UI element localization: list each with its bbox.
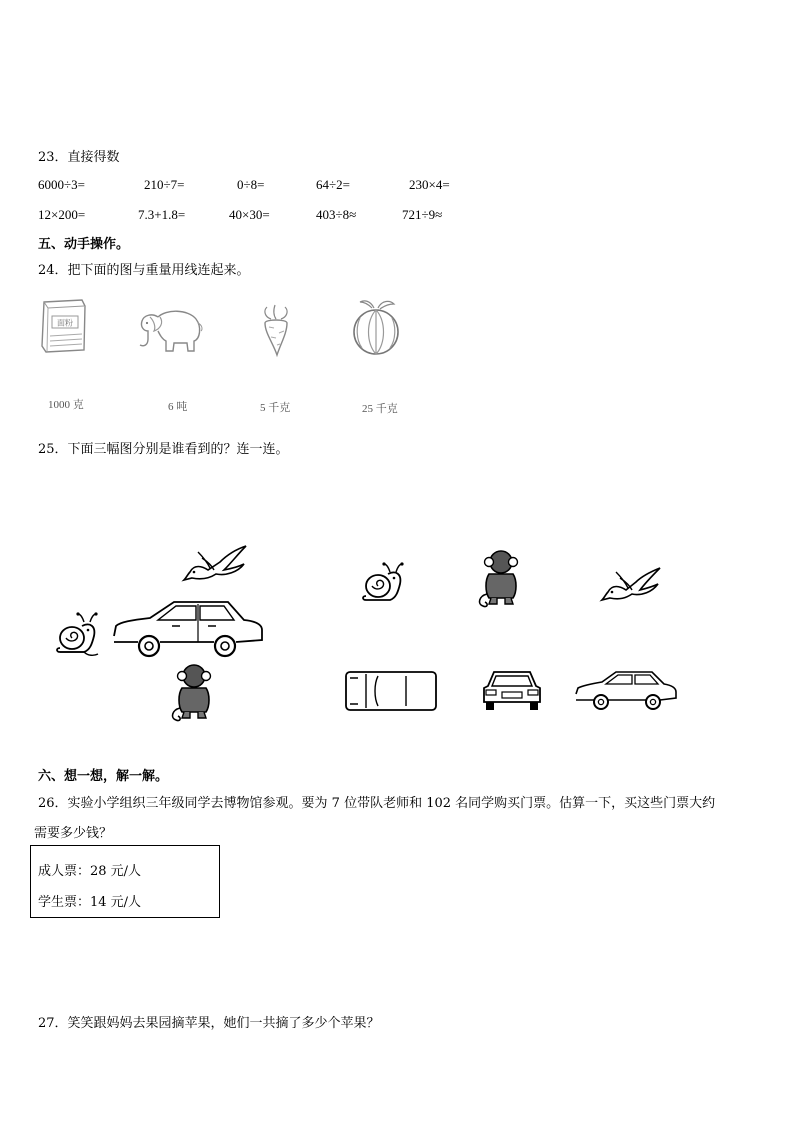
carrot-picture: [255, 303, 297, 359]
car-side-view-picture-right: [574, 668, 678, 712]
q23-calc-2: 210÷7=: [144, 177, 185, 192]
flour-bag-picture: [38, 296, 90, 356]
snail-picture-right: [362, 562, 408, 606]
q23-calc-10: 721÷9≈: [402, 207, 443, 222]
q23-calc-4: 64÷2=: [316, 177, 350, 192]
ticket-price-box: [30, 845, 220, 918]
q23-calc-8: 40×30=: [229, 207, 270, 222]
q26-text-line2: 需要多少钱？: [34, 826, 113, 841]
student-ticket-price: 学生票：14 元/人: [38, 895, 142, 910]
car-top-view-picture: [344, 670, 438, 712]
flour-bag-text: 面粉: [57, 318, 73, 328]
q23-calc-3: 0÷8=: [237, 177, 265, 192]
q23-calc-5: 230×4=: [409, 177, 450, 192]
q23-calc-7: 7.3+1.8=: [138, 207, 186, 222]
q25-title: 25．下面三幅图分别是谁看到的？连一连。: [38, 442, 289, 457]
car-front-view-picture: [480, 668, 544, 714]
weight-label-1: 1000 克: [48, 399, 84, 411]
q23-calc-6: 12×200=: [38, 207, 86, 222]
section-6-heading: 六、想一想，解一解。: [38, 769, 169, 784]
q23-title: 23．直接得数: [38, 150, 120, 165]
snail-picture-left: [54, 612, 102, 658]
q23-calc-9: 403÷8≈: [316, 207, 357, 222]
watermelon-picture: [350, 296, 402, 358]
adult-ticket-price: 成人票：28 元/人: [38, 864, 142, 879]
q23-calc-1: 6000÷3=: [38, 177, 85, 192]
elephant-picture: [136, 303, 204, 355]
weight-label-4: 25 千克: [362, 403, 398, 415]
q24-title: 24．把下面的图与重量用线连起来。: [38, 263, 250, 278]
weight-label-2: 6 吨: [168, 401, 188, 413]
section-5-heading: 五、动手操作。: [38, 237, 130, 252]
q26-text-line1: 26．实验小学组织三年级同学去博物馆参观。要为 7 位带队老师和 102 名同学购买门票。估算一下，买这些门票大约: [38, 796, 716, 811]
monkey-back-picture-right: [478, 548, 524, 610]
weight-label-3: 5 千克: [260, 402, 291, 414]
q27-title: 27．笑笑跟妈妈去果园摘苹果，她们一共摘了多少个苹果？: [38, 1016, 380, 1031]
car-side-picture-left: [110, 598, 266, 662]
bird-picture-right: [600, 566, 662, 606]
bird-picture-left: [180, 544, 250, 588]
monkey-back-picture-left: [170, 662, 218, 724]
